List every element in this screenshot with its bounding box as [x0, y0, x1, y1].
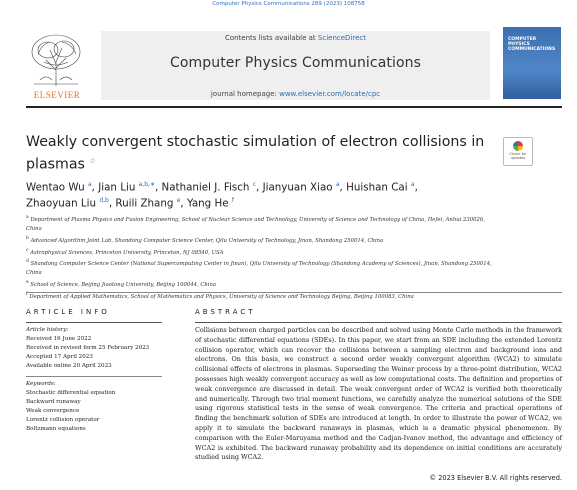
keyword-item: Backward runaway: [26, 399, 81, 405]
homepage-link[interactable]: www.elsevier.com/locate/cpc: [279, 90, 381, 98]
keyword-item: Weak convergence: [26, 408, 80, 414]
author-name[interactable]: Zhaoyuan Liu: [26, 197, 97, 210]
contents-prefix: Contents lists available at: [224, 34, 316, 42]
author-name[interactable]: Yang He: [186, 197, 229, 210]
homepage-line: [101, 90, 490, 98]
author-name[interactable]: Jian Liu: [98, 181, 136, 194]
author-affil-sup[interactable]: a: [410, 181, 415, 188]
keywords-block: [26, 380, 166, 434]
article-title-text: Weakly convergent stochastic simulation of electron collisions in plasmas: [26, 134, 485, 173]
author-affil-sup[interactable]: a,b,∗: [138, 181, 155, 188]
affiliation: $^d$ Shandong Computer Science Center (National Supercomputing Center in Jinan), Qilu University of Technology (Shandong Academy of Sciences), Jinan, Shandong 250014, China: [26, 259, 492, 277]
cover-title: COMPUTER PHYSICS COMMUNICATIONS: [508, 37, 556, 52]
elsevier-logo[interactable]: [26, 32, 88, 100]
author-affil-sup[interactable]: e: [176, 197, 181, 205]
journal-cover-image[interactable]: [503, 27, 561, 99]
journal-name[interactable]: Computer Physics Communications: [169, 55, 421, 71]
author-affil-sup[interactable]: c: [252, 181, 257, 188]
keyword-item: Stochastic differential equation: [26, 390, 116, 396]
affiliation: $^a$ Department of Plasma Physics and Fusion Engineering, School of Nuclear Science and Technology, University of Science and Technology of China, Hefei, Anhui 230026, China: [26, 215, 485, 232]
author-name[interactable]: Jianyuan Xiao: [262, 181, 333, 194]
contents-line: [101, 34, 490, 42]
abstract-text: Collisions between charged particles can be described and solved using Monte Carlo methods in the framework of stochastic differential equations (SDEs). In this paper, we start from an SDE including the extended Lorentz collision operator, which can recover the collisions between a sampling electron and background ions and electrons. On this basis, we construct a second order weakly convergent algorithm (WCA2) to simulate collisional effects of electrons in plasmas. Superseding the Weiner process by a three-point distribution, WCA2 possesses high weakly convergent accuracy as well as low computational costs. The definition and properties of weak convergence are discussed in detail. The weak convergent order of WCA2 is verified both theoretically and numerically. Through two trial moment functions, we carefully analyze the numerical solutions of the SDE using rigorous statistical tests in the sense of weak convergence. The criteria and practical operations of finding the benchmark solution of SDEs are introduced at length. In order to illustrate the power of WCA2, we apply it to simulate the backward runaways in plasmas, which is a dramatic physical phenomenon. By comparison with the Euler-Maruyama method and the Cadjan-Ivanov method, the advantage and efficiency of WCA2 is exhibited. The backward runaway probability and its dependence on initial conditions are accurately studied using WCA2.: [195, 326, 562, 462]
author-name[interactable]: Wentao Wu: [26, 181, 85, 194]
article-title: [26, 133, 486, 175]
affiliation: $^c$ Astrophysical Sciences, Princeton University, Princeton, NJ 08540, USA: [26, 247, 224, 256]
affiliation: $^f$ Department of Applied Mathematics, School of Mathematics and Physics, University of Science and Technology Beijing, Beijing 100083, China: [26, 291, 414, 300]
author-name[interactable]: Huishan Cai: [346, 181, 408, 194]
check-updates-label: Check for updates: [509, 152, 527, 160]
article-info-rule: [26, 322, 162, 323]
homepage-prefix: journal homepage:: [210, 90, 277, 98]
keywords-rule: [26, 376, 162, 377]
author-name[interactable]: Nathaniel J. Fisch: [161, 181, 250, 194]
author-affil-sup[interactable]: f: [231, 197, 234, 205]
author-list: Wentao Wu $^a$, Jian Liu $^{a,b,∗}$, Nathaniel J. Fisch $^c$, Jianyuan Xiao $^a$, Huishan Cai $^a$, Zhaoyuan Liu $^{d,b}$, Ruili Zhang $^e$, Yang He $^f$: [26, 181, 418, 210]
abstract-rule: [195, 322, 562, 323]
journal-banner: [101, 31, 490, 100]
keyword-item: Lorentz collision operator: [26, 417, 100, 423]
check-for-updates-button[interactable]: [503, 137, 533, 166]
author-name[interactable]: Ruili Zhang: [115, 197, 174, 210]
article-info-heading: ARTICLE INFO: [26, 308, 110, 316]
affiliation: $^e$ School of Science, Beijing Jiaotong University, Beijing 100044, China: [26, 280, 217, 288]
history-label: Article history:: [26, 327, 69, 333]
elsevier-wordmark: ELSEVIER: [33, 90, 81, 100]
affiliation: $^b$ Advanced Algorithm Joint Lab, Shandong Computer Science Center, Qilu University of Technology, Jinan, Shandong 250014, China: [26, 235, 384, 244]
history-item: Received 16 June 2022: [26, 336, 92, 342]
header-rule: [26, 106, 562, 108]
check-updates-icon: [513, 141, 523, 151]
section-divider: [26, 292, 562, 293]
article-history: [26, 326, 166, 371]
abstract-heading: ABSTRACT: [195, 308, 256, 316]
elsevier-tree-icon: [26, 32, 86, 88]
title-footnote-star-icon[interactable]: ☆: [89, 157, 96, 165]
history-item: Accepted 17 April 2023: [26, 354, 93, 360]
history-item: Received in revised form 25 February 2023: [26, 345, 150, 351]
sciencedirect-link[interactable]: ScienceDirect: [317, 34, 367, 42]
author-affil-sup[interactable]: a: [335, 181, 340, 188]
keywords-label: Keywords:: [26, 381, 56, 387]
copyright-notice: © 2023 Elsevier B.V. All rights reserved.: [429, 474, 562, 482]
author-affil-sup[interactable]: d,b: [99, 197, 109, 205]
author-affil-sup[interactable]: a: [87, 181, 92, 188]
keyword-item: Boltzmann equations: [26, 426, 86, 432]
history-item: Available online 20 April 2023: [26, 363, 112, 369]
affiliations: [26, 213, 496, 302]
journal-reference[interactable]: Computer Physics Communications 289 (2023) 108758: [212, 1, 365, 7]
